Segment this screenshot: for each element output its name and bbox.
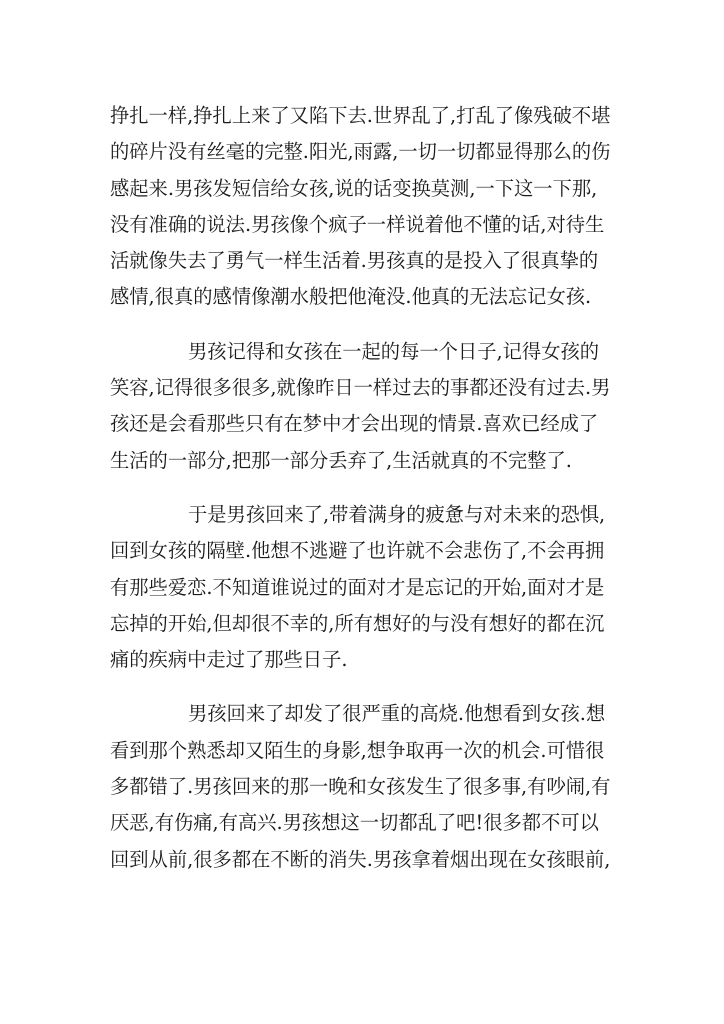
text-line: 厌恶,有伤痛,有高兴.男孩想这一切都乱了吧!很多都不可以 bbox=[110, 811, 599, 835]
text-line: 男孩回来了却发了很严重的高烧.他想看到女孩.想 bbox=[188, 702, 606, 726]
text-line: 回到从前,很多都在不断的消失.男孩拿着烟出现在女孩眼前, bbox=[110, 847, 611, 871]
text-line: 笑容,记得很多很多,就像昨日一样过去的事都还没有过去.男 bbox=[110, 376, 611, 400]
text-line: 有那些爱恋.不知道谁说过的面对才是忘记的开始,面对才是 bbox=[110, 575, 605, 599]
text-line: 于是男孩回来了,带着满身的疲惫与对未来的恐惧, bbox=[188, 502, 606, 526]
text-line: 忘掉的开始,但却很不幸的,所有想好的与没有想好的都在沉 bbox=[110, 611, 605, 635]
text-line: 男孩记得和女孩在一起的每一个日子,记得女孩的 bbox=[188, 339, 600, 363]
text-line: 多都错了.男孩回来的那一晚和女孩发生了很多事,有吵闹,有 bbox=[110, 775, 611, 799]
paragraph-2 bbox=[110, 334, 618, 479]
body-text bbox=[110, 98, 618, 896]
text-line: 没有准确的说法.男孩像个疯子一样说着他不懂的话,对待生 bbox=[110, 212, 605, 236]
text-line: 回到女孩的隔壁.他想不逃避了也许就不会悲伤了,不会再拥 bbox=[110, 539, 605, 563]
paragraph-1 bbox=[110, 98, 618, 316]
text-line: 看到那个熟悉却又陌生的身影,想争取再一次的机会.可惜很 bbox=[110, 738, 605, 762]
text-line: 的碎片没有丝毫的完整.阳光,雨露,一切一切都显得那么的伤 bbox=[110, 140, 611, 164]
text-line: 痛的疾病中走过了那些日子. bbox=[110, 648, 348, 672]
text-line: 挣扎一样,挣扎上来了又陷下去.世界乱了,打乱了像残破不堪 bbox=[110, 104, 611, 127]
text-line: 生活的一部分,把那一部分丢弃了,生活就真的不完整了. bbox=[110, 448, 572, 472]
text-line: 感情,很真的感情像潮水般把他淹没.他真的无法忘记女孩. bbox=[110, 285, 592, 309]
paragraph-4 bbox=[110, 696, 618, 877]
text-line: 感起来.男孩发短信给女孩,说的话变换莫测,一下这一下那, bbox=[110, 176, 598, 200]
text-line: 活就像失去了勇气一样生活着.男孩真的是投入了很真挚的 bbox=[110, 249, 599, 273]
paragraph-3 bbox=[110, 497, 618, 678]
text-line: 孩还是会看那些只有在梦中才会出现的情景.喜欢已经成了 bbox=[110, 412, 599, 436]
